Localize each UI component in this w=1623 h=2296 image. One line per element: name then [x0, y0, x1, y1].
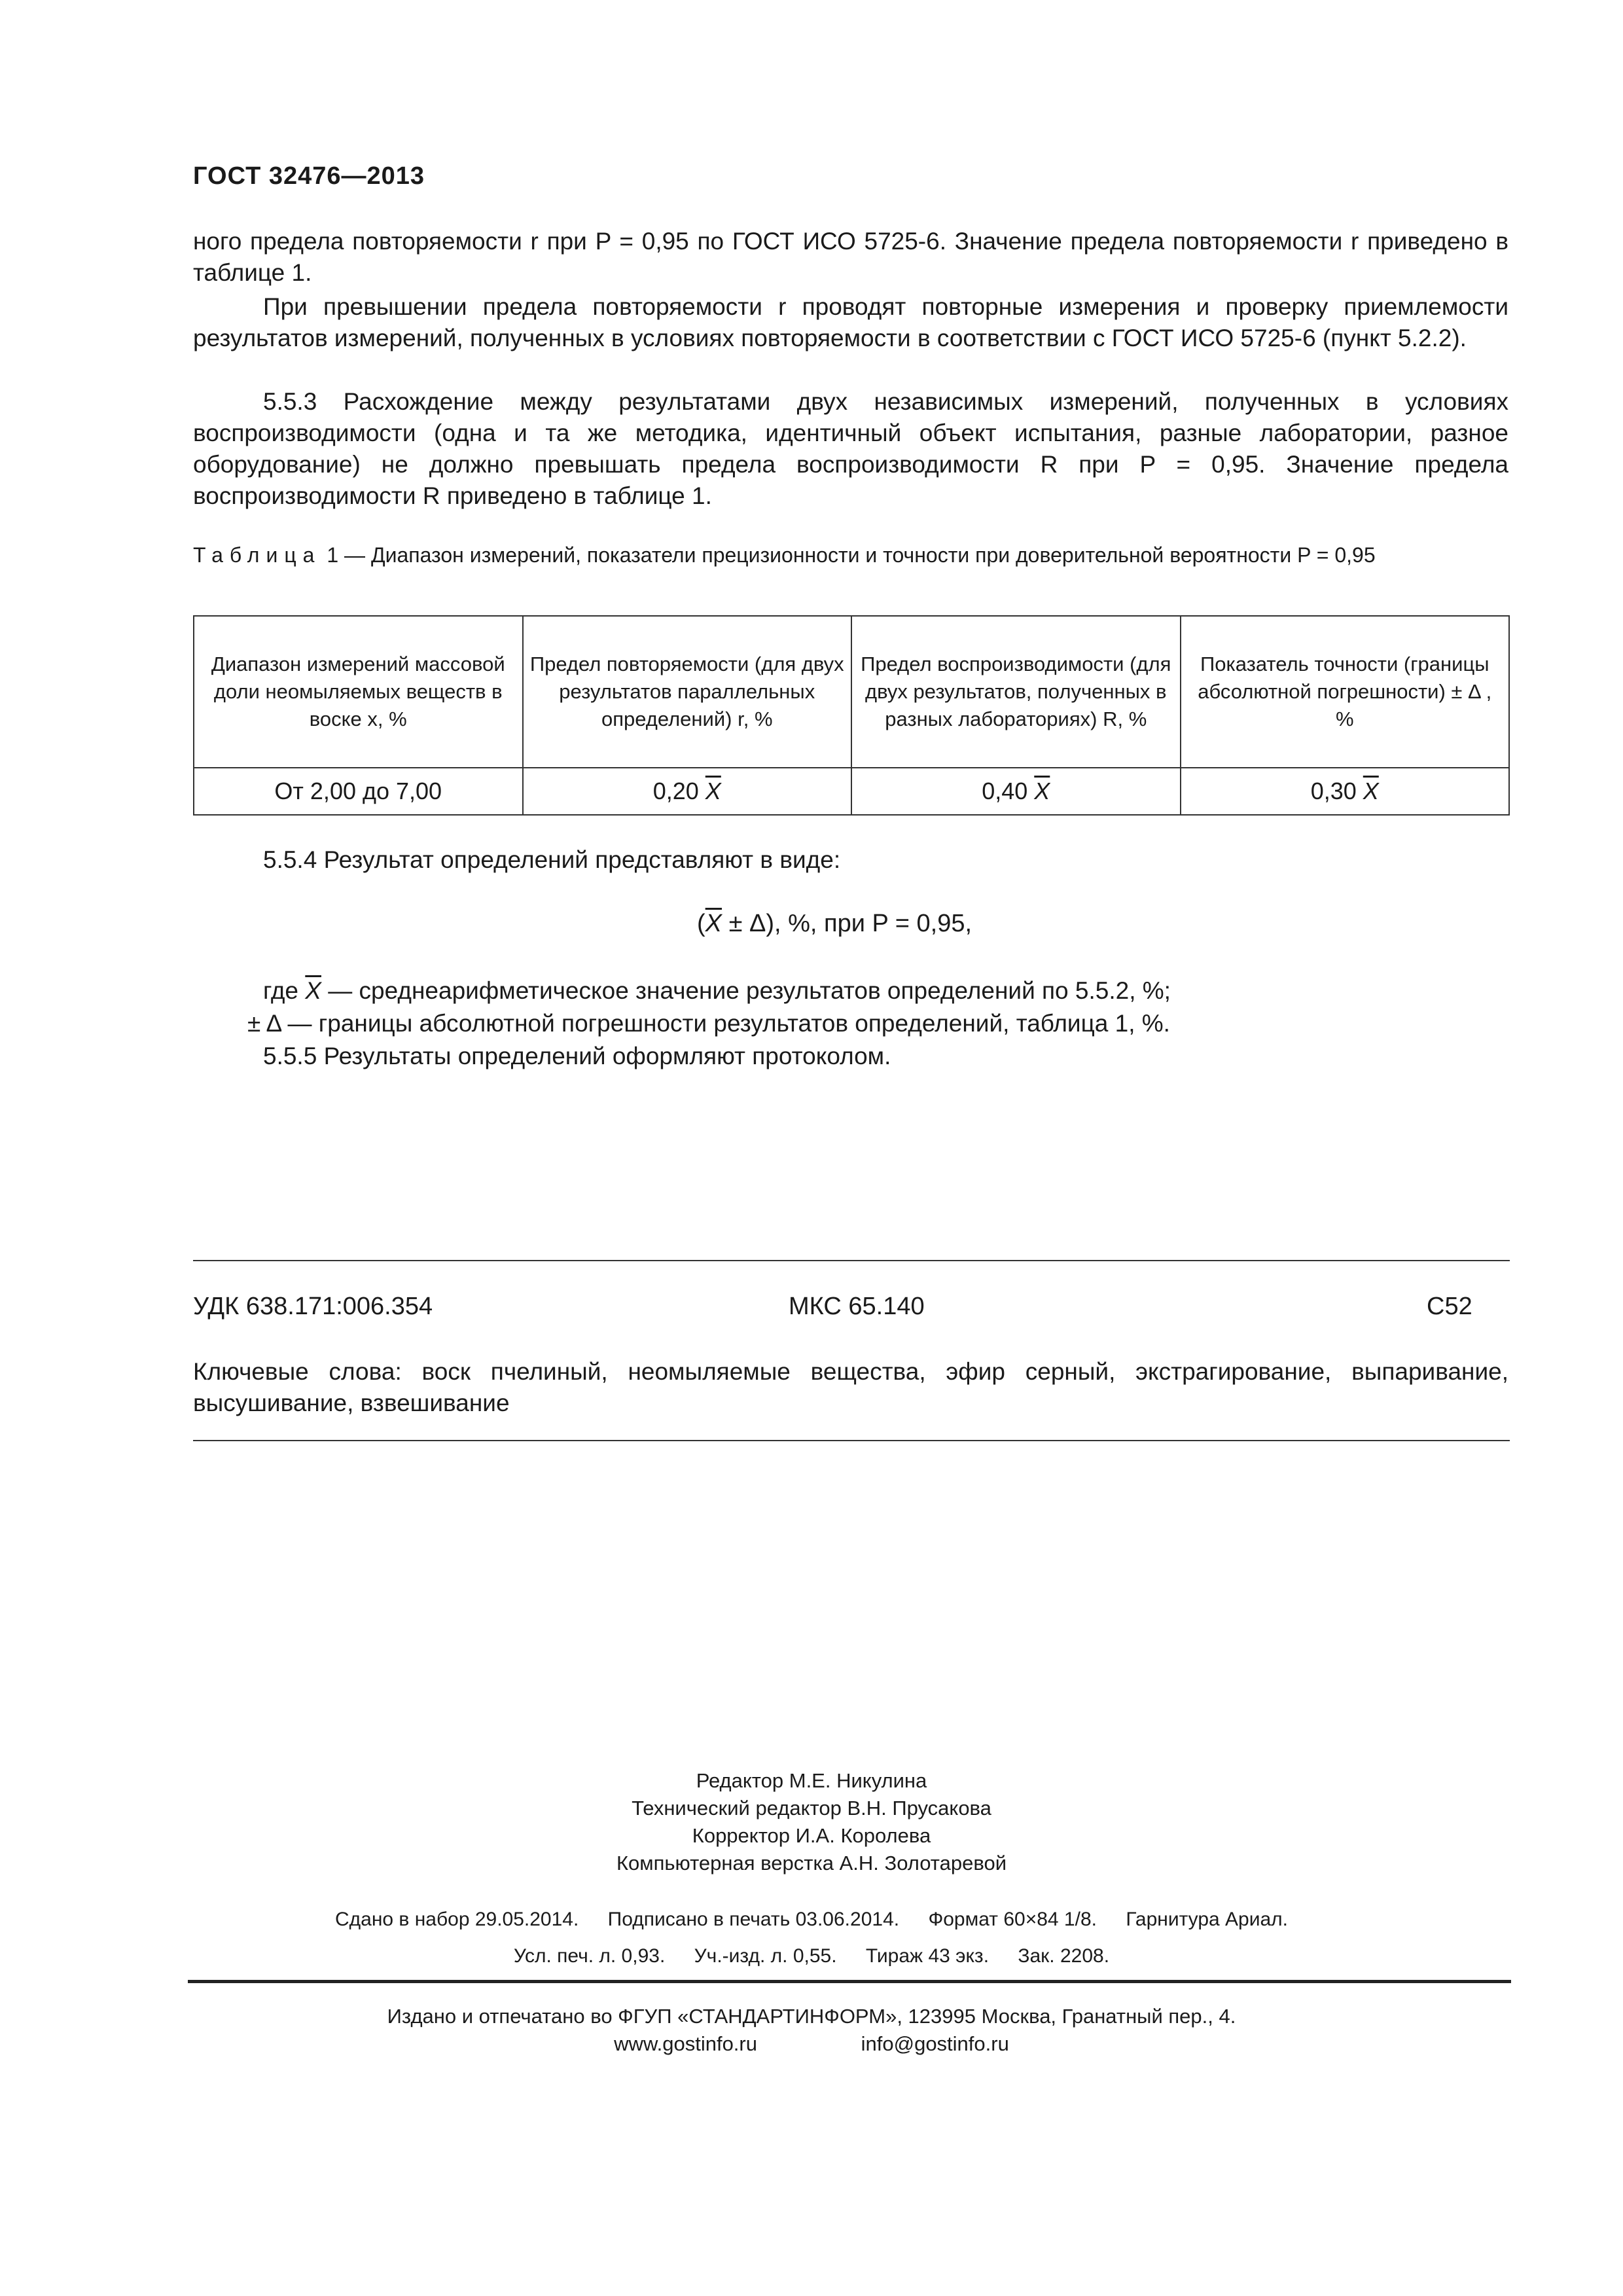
- cell-repeatability: 0,20 $\overline{X}$: [523, 768, 852, 815]
- paragraph-5-5-3: 5.5.3 Расхождение между результатами двух независимых измерений, полученных в условиях воспроизводимости (одна и та же методика, идентичный объект испытания, разные лаборатории, разное оборудование) не должно превышать предела воспроизводимости R при P = 0,95. Значение предела воспроизводимости R приведено в таблице 1.: [193, 388, 1508, 509]
- print-sheets: Усл. печ. л. 0,93.: [513, 1945, 666, 1967]
- layout-credit: Компьютерная верстка А.Н. Золотаревой: [616, 1852, 1007, 1874]
- paragraph-5-5-4: 5.5.4 Результат определений представляют в виде:: [263, 846, 841, 873]
- x-bar-symbol: $\overline{X}$: [705, 778, 721, 804]
- udk-code: УДК 638.171:006.354: [193, 1293, 433, 1320]
- typeface: Гарнитура Ариал.: [1126, 1909, 1289, 1930]
- document-header: ГОСТ 32476—2013: [193, 162, 425, 190]
- precision-table: [193, 615, 1510, 816]
- x-bar-symbol: $\overline{X}$: [1363, 778, 1379, 804]
- corrector-credit: Корректор И.А. Королева: [692, 1824, 931, 1847]
- table-caption: [193, 541, 1508, 569]
- table-caption-text: 1 — Диапазон измерений, показатели прецизионности и точности при доверительной вероятности P = 0,95: [327, 543, 1376, 567]
- publisher-sheets: Уч.-изд. л. 0,55.: [694, 1945, 837, 1967]
- header-accuracy: Показатель точности (границы абсолютной погрешности) ± Δ , %: [1181, 616, 1510, 768]
- x-bar-symbol: $\overline{X}$: [1034, 778, 1050, 804]
- print-info-line-1: [0, 1906, 1623, 1933]
- print-info-line-2: [0, 1943, 1623, 1970]
- where-line: где $\overline{X}$ — среднеарифметическое значение результатов определений по 5.5.2, %;: [263, 977, 1171, 1004]
- sent-date: Сдано в набор 29.05.2014.: [334, 1909, 579, 1930]
- signed-date: Подписано в печать 03.06.2014.: [607, 1909, 900, 1930]
- contact-line: [0, 2030, 1623, 2058]
- email-link[interactable]: info@gostinfo.ru: [861, 2032, 1009, 2055]
- editor-credit: Редактор М.Е. Никулина: [696, 1769, 927, 1792]
- cell-reproducibility: 0,40 $\overline{X}$: [851, 768, 1181, 815]
- x-bar-symbol: $\overline{X}$: [305, 977, 321, 1004]
- header-repeatability: Предел повторяемости (для двух результатов параллельных определений) r, %: [523, 616, 852, 768]
- copies: Тираж 43 экз.: [865, 1945, 990, 1967]
- delta-line: ± Δ — границы абсолютной погрешности результатов определений, таблица 1, %.: [247, 1010, 1170, 1037]
- publisher-divider: [188, 1980, 1511, 1983]
- mks-code: МКС 65.140: [789, 1293, 925, 1320]
- classification-code: С52: [1427, 1293, 1472, 1320]
- x-bar-symbol: $\overline{X}$: [705, 910, 722, 937]
- footer-divider-bottom: [193, 1440, 1510, 1441]
- header-measurement-range: Диапазон измерений массовой доли неомыляемых веществ в воске x, %: [194, 616, 523, 768]
- result-formula: $(\overline{X} \pm \Delta)$, %, при P = 0,95,: [697, 910, 972, 937]
- footer-divider-top: [193, 1260, 1510, 1261]
- header-reproducibility: Предел воспроизводимости (для двух результатов, полученных в разных лабораториях) R, %: [851, 616, 1181, 768]
- keywords: Ключевые слова: воск пчелиный, неомыляемые вещества, эфир серный, экстрагирование, выпаривание, высушивание, взвешивание: [193, 1358, 1508, 1416]
- tech-editor-credit: Технический редактор В.Н. Прусакова: [632, 1797, 991, 1820]
- cell-accuracy: 0,30 $\overline{X}$: [1181, 768, 1510, 815]
- order-number: Зак. 2208.: [1018, 1945, 1110, 1967]
- website-link[interactable]: www.gostinfo.ru: [614, 2032, 757, 2055]
- paragraph-repeatability-limit: ного предела повторяемости r при P = 0,95 по ГОСТ ИСО 5725-6. Значение предела повторяемости r приведено в таблице 1.: [193, 228, 1508, 286]
- table-row: [194, 768, 1509, 815]
- paragraph-5-5-5: 5.5.5 Результаты определений оформляют протоколом.: [263, 1043, 891, 1069]
- paper-format: Формат 60×84 1/8.: [928, 1909, 1097, 1930]
- paragraph-exceeding-limit: При превышении предела повторяемости r проводят повторные измерения и проверку приемлемости результатов измерений, полученных в условиях повторяемости в соответствии с ГОСТ ИСО 5725-6 (пункт 5.2.2).: [193, 293, 1508, 351]
- cell-range: От 2,00 до 7,00: [194, 768, 523, 815]
- table-header-row: [194, 616, 1509, 768]
- publisher-info: Издано и отпечатано во ФГУП «СТАНДАРТИНФОРМ», 123995 Москва, Гранатный пер., 4.: [387, 2005, 1236, 2028]
- table-caption-label: Таблица: [193, 543, 321, 567]
